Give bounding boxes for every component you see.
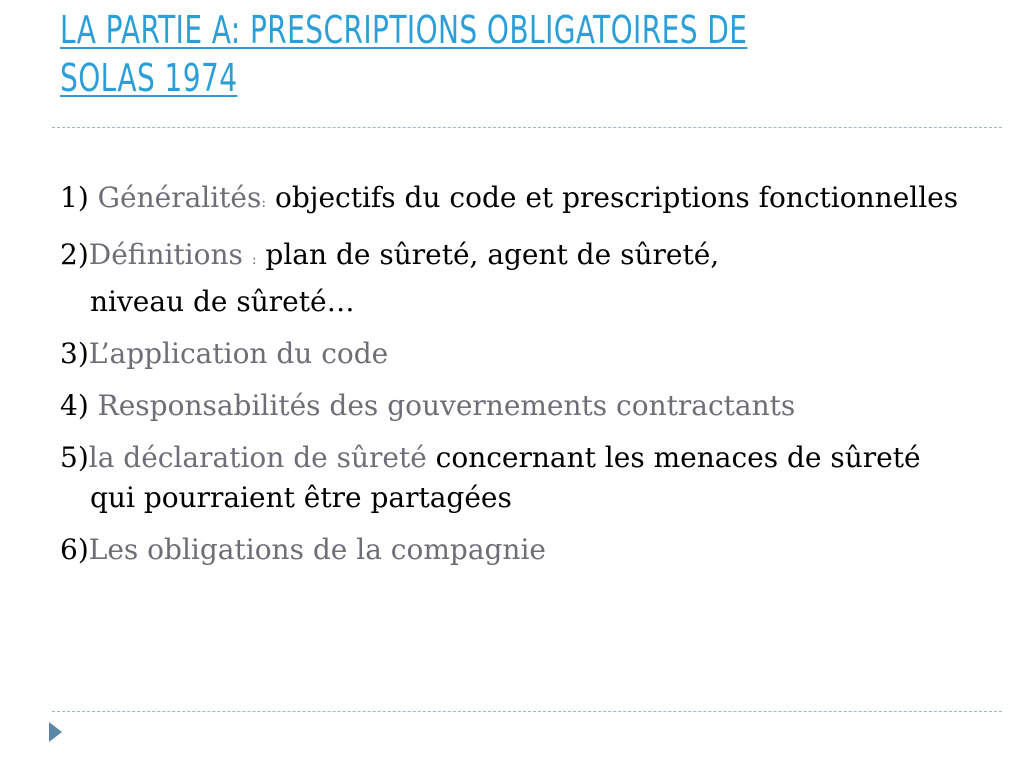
item-separator: :: [261, 195, 267, 211]
item-lead: Généralités: [88, 181, 262, 214]
item-text: plan de sûreté, agent de sûreté,: [256, 238, 720, 271]
list-item-6: [60, 530, 960, 570]
item-lead: la déclaration de sûreté: [88, 441, 427, 474]
slide-title: LA PARTIE A: PRESCRIPTIONS OBLIGATOIRES DE SOLAS 1974: [60, 8, 748, 100]
item-lead: Responsabilités des gouvernements contractants: [88, 389, 796, 422]
slide-body: [60, 178, 960, 582]
item-number: 3): [60, 337, 89, 370]
item-text: concernant les menaces de sûreté qui pourraient être partagées: [90, 441, 921, 514]
item-text: objectifs du code et prescriptions fonctionnelles: [266, 181, 959, 214]
list-item-1: [60, 178, 960, 223]
item-number: 1): [60, 181, 89, 214]
item-number: 4): [60, 389, 89, 422]
list-item-5: [60, 438, 960, 518]
list-item-3: [60, 334, 960, 374]
item-number: 5): [60, 441, 89, 474]
title-divider: [52, 127, 1002, 128]
item-lead: Définitions: [88, 238, 252, 271]
list-item-2-continuation: niveau de sûreté…: [90, 285, 355, 318]
item-number: 2): [60, 238, 89, 271]
item-separator: :: [251, 252, 257, 268]
item-lead: Les obligations de la compagnie: [88, 533, 546, 566]
list-item-2: [60, 235, 960, 280]
item-lead: L’application du code: [88, 337, 389, 370]
list-item-4: [60, 386, 960, 426]
play-arrow-icon: [49, 722, 62, 742]
footer-divider: [52, 711, 1002, 712]
item-number: 6): [60, 533, 89, 566]
